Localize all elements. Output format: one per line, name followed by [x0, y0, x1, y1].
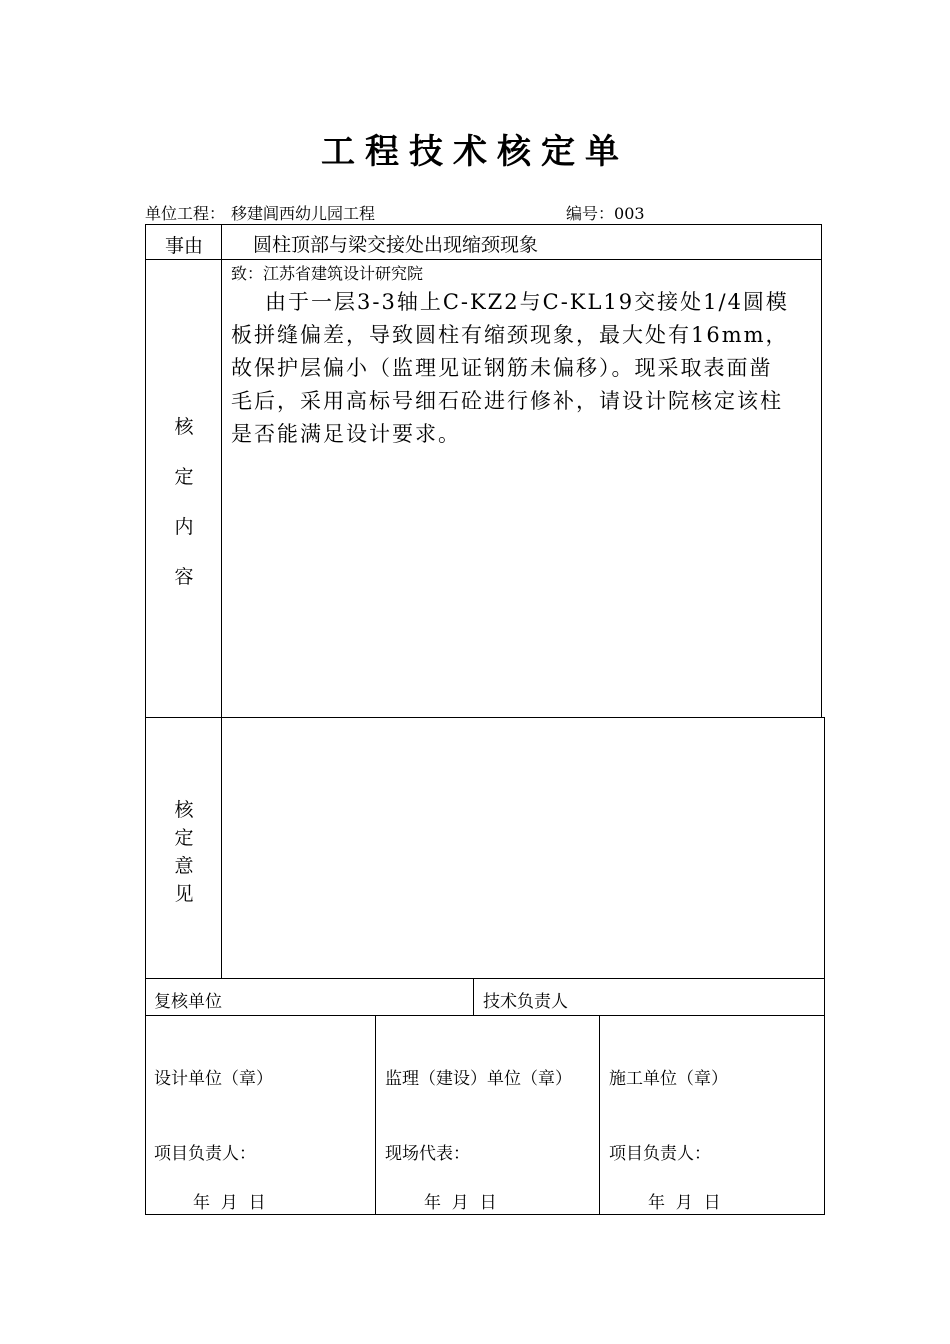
addressee: 致：江苏省建筑设计研究院: [231, 264, 424, 283]
number-label: 编号：: [566, 204, 615, 223]
supervision-unit-seal: 监理（建设）单位（章）: [385, 1069, 572, 1089]
construction-unit-person: 项目负责人：: [609, 1144, 711, 1164]
opinion-label-char: 核: [174, 799, 194, 821]
content-body: 由于一层3-3轴上C-KZ2与C-KL19交接处1/4圆模板拼缝偏差，导致圆柱有缩颈现象，最大处有16mm，故保护层偏小（监理见证钢筋未偏移）。现采取表面凿毛后，采用高标号细石砼进行修补，请设计院核定该柱是否能满足设计要求。: [231, 290, 789, 446]
content-label-char: 容: [174, 566, 194, 588]
opinion-label-char: 定: [174, 827, 194, 849]
page-title: 工程技术核定单: [321, 132, 629, 172]
design-unit-person: 项目负责人：: [154, 1144, 256, 1164]
row-divider: [145, 259, 822, 260]
table-border-right: [821, 224, 822, 718]
design-unit-seal: 设计单位（章）: [154, 1069, 273, 1089]
content-label: [146, 402, 222, 602]
signature-divider: [375, 1015, 376, 1215]
content-label-char: 核: [174, 416, 194, 438]
construction-unit-date: 年 月 日: [648, 1193, 721, 1213]
row-divider: [145, 1015, 825, 1016]
opinion-field[interactable]: [222, 718, 824, 978]
tech-lead-label: 技术负责人: [483, 992, 568, 1012]
content-label-char: 内: [174, 516, 194, 538]
review-unit-label: 复核单位: [154, 992, 222, 1012]
project-info: [145, 201, 375, 224]
supervision-unit-person: 现场代表：: [385, 1144, 470, 1164]
row-divider: [145, 978, 825, 979]
project-name: 移建阊西幼儿园工程: [231, 204, 376, 223]
opinion-label-char: 见: [174, 883, 194, 905]
signature-divider: [599, 1015, 600, 1215]
opinion-label-char: 意: [174, 855, 194, 877]
reason-value: 圆柱顶部与梁交接处出现缩颈现象: [253, 234, 539, 256]
table-border-top: [145, 224, 822, 225]
table-border-left: [145, 224, 146, 1215]
content-label-char: 定: [174, 466, 194, 488]
opinion-label: [146, 796, 222, 908]
construction-unit-seal: 施工单位（章）: [609, 1069, 728, 1089]
design-unit-date: 年 月 日: [193, 1193, 266, 1213]
project-label: 单位工程：: [145, 204, 226, 223]
reason-label: 事由: [164, 235, 203, 257]
supervision-unit-date: 年 月 日: [424, 1193, 497, 1213]
table-border-right: [824, 717, 825, 1215]
table-border-bottom: [145, 1214, 825, 1215]
number-value: 003: [614, 204, 645, 223]
document-number: [566, 201, 645, 224]
review-divider: [473, 978, 474, 1016]
